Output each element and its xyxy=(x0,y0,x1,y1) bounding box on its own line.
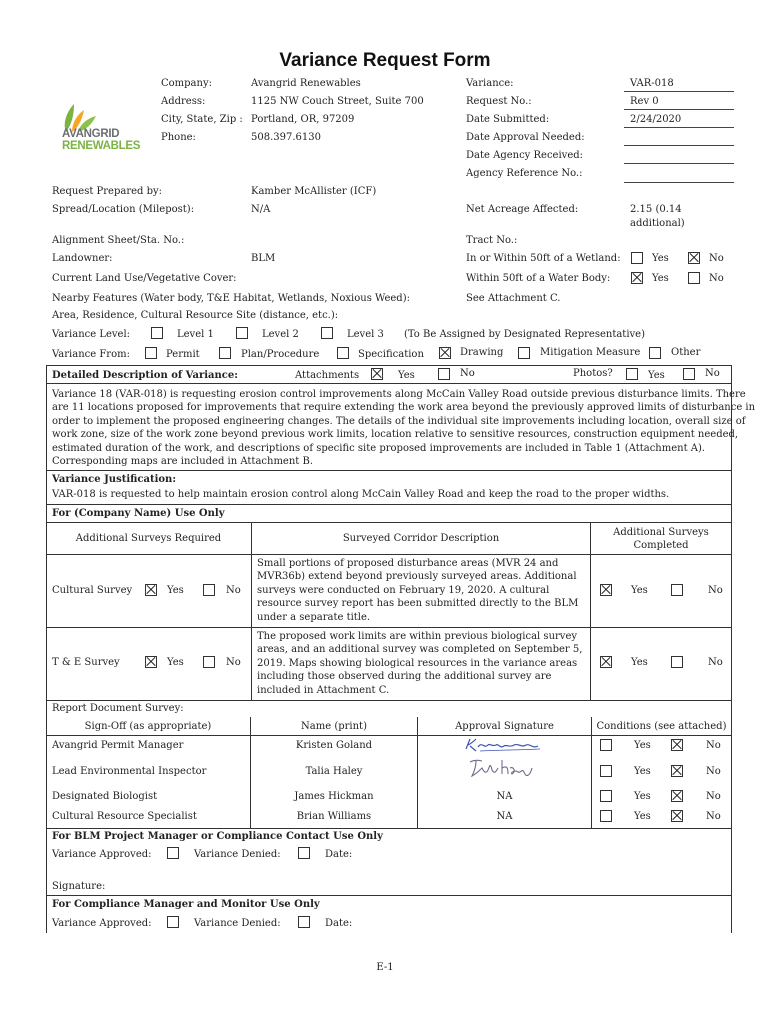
company-logo xyxy=(58,100,153,160)
photos-no-label: No xyxy=(705,368,720,379)
specification-checkbox[interactable] xyxy=(337,347,349,359)
frame-left xyxy=(46,365,47,933)
cond-no-label-3: No xyxy=(706,791,721,802)
agency-ref-label: Agency Reference No.: xyxy=(466,168,583,179)
wetland-label: In or Within 50ft of a Wetland: xyxy=(466,253,621,264)
compliance-denied-checkbox[interactable] xyxy=(298,916,310,928)
te-yes-checkbox[interactable] xyxy=(145,656,157,668)
attachments-no-checkbox[interactable] xyxy=(438,368,450,380)
signoff-name-2[interactable]: Talia Haley xyxy=(305,766,363,777)
compliance-denied-label: Variance Denied: xyxy=(194,918,281,929)
nearby-label: Nearby Features (Water body, T&E Habitat, Wetlands, Noxious Weed): xyxy=(52,293,410,304)
prepared-by-value[interactable]: Kamber McAllister (ICF) xyxy=(251,186,377,197)
landowner-label: Landowner: xyxy=(52,253,113,264)
cond-no-label-2: No xyxy=(706,766,721,777)
cond-no-checkbox-2[interactable] xyxy=(671,765,683,777)
water-label: Within 50ft of a Water Body: xyxy=(466,273,611,284)
cond-yes-checkbox-4[interactable] xyxy=(600,810,612,822)
net-acreage-label: Net Acreage Affected: xyxy=(466,204,579,215)
cond-yes-label-4: Yes xyxy=(634,811,651,822)
justification-heading: Variance Justification: xyxy=(52,474,177,485)
cond-no-label-1: No xyxy=(706,740,721,751)
wetland-yes-checkbox[interactable] xyxy=(631,252,643,264)
signoff-sig-4[interactable]: NA xyxy=(496,811,513,822)
te-survey-label: T & E Survey xyxy=(52,657,120,668)
cond-yes-label-2: Yes xyxy=(634,766,651,777)
te-no-checkbox[interactable] xyxy=(203,656,215,668)
col-signature: Approval Signature xyxy=(455,720,554,732)
compliance-date-label: Date: xyxy=(325,918,353,929)
date-submitted-label: Date Submitted: xyxy=(466,114,550,125)
plan-label: Plan/Procedure xyxy=(241,349,320,360)
te-no-label: No xyxy=(226,657,241,668)
net-acreage-value-2: additional) xyxy=(630,218,685,229)
city-value: Portland, OR, 97209 xyxy=(251,114,355,125)
request-no-value[interactable]: Rev 0 xyxy=(630,96,659,107)
blm-approved-checkbox[interactable] xyxy=(167,847,179,859)
water-yes-label: Yes xyxy=(652,273,669,284)
area-label: Area, Residence, Cultural Resource Site (distance, etc.): xyxy=(52,310,339,321)
signoff-name-3[interactable]: James Hickman xyxy=(294,791,374,802)
date-approval-field[interactable] xyxy=(624,145,734,146)
signoff-sig-3[interactable]: NA xyxy=(496,791,513,802)
signoff-name-4[interactable]: Brian Williams xyxy=(296,811,372,822)
agency-ref-field[interactable] xyxy=(624,182,734,183)
wetland-no-label: No xyxy=(709,253,724,264)
cond-no-checkbox-1[interactable] xyxy=(671,739,683,751)
landowner-value[interactable]: BLM xyxy=(251,253,276,264)
cultural-completed-no-label: No xyxy=(708,585,723,596)
cultural-survey-label: Cultural Survey xyxy=(52,585,133,596)
logo-text-1: AVANGRID xyxy=(62,128,120,140)
signature-haley xyxy=(468,756,538,782)
cultural-completed-yes-label: Yes xyxy=(631,585,648,596)
te-yes-label: Yes xyxy=(167,657,184,668)
attachments-yes-checkbox[interactable] xyxy=(371,368,383,380)
te-completed-yes-label: Yes xyxy=(631,657,648,668)
phone-value: 508.397.6130 xyxy=(251,132,321,143)
signoff-role-2: Lead Environmental Inspector xyxy=(52,766,207,777)
company-use-heading: For (Company Name) Use Only xyxy=(52,508,225,519)
cultural-yes-checkbox[interactable] xyxy=(145,584,157,596)
page-number: E-1 xyxy=(376,962,394,973)
date-approval-label: Date Approval Needed: xyxy=(466,132,585,143)
permit-label: Permit xyxy=(166,349,200,360)
tract-label: Tract No.: xyxy=(466,235,518,246)
cond-no-checkbox-3[interactable] xyxy=(671,790,683,802)
cond-no-label-4: No xyxy=(706,811,721,822)
date-submitted-value[interactable]: 2/24/2020 xyxy=(630,114,682,125)
nearby-value[interactable]: See Attachment C. xyxy=(466,293,561,304)
level3-checkbox[interactable] xyxy=(321,327,333,339)
te-completed-no-checkbox[interactable] xyxy=(671,656,683,668)
request-no-label: Request No.: xyxy=(466,96,532,107)
level2-label: Level 2 xyxy=(262,329,299,340)
cond-yes-checkbox-2[interactable] xyxy=(600,765,612,777)
company-label: Company: xyxy=(161,78,212,89)
wetland-yes-label: Yes xyxy=(652,253,669,264)
signoff-role-3: Designated Biologist xyxy=(52,791,158,802)
te-description[interactable]: The proposed work limits are within previous biological survey areas, and an additional survey was completed on September 5, 2019. Maps showing biological resources in the variance areas including those observed during the additional survey are included in Attachment C. xyxy=(257,631,583,696)
plan-checkbox[interactable] xyxy=(219,347,231,359)
photos-yes-checkbox[interactable] xyxy=(626,368,638,380)
description-text[interactable]: Variance 18 (VAR-018) is requesting erosion control improvements along McCain Valley Road outside previous disturbance limits. There are 11 locations proposed for improvements that require extending the work area beyond the previously approved limits of disturbance in order to implement the proposed engineering changes. The details of the individual site improvements including location, overall size of work zone, size of the work zone beyond previous work limits, location relative to sensitive resources, construction equipment needed, estimated duration of the work, and descriptions of specific site proposed improvements are included in Table 1 (Attachment A). Corresponding maps are included in Attachment B. xyxy=(52,389,756,468)
cultural-description[interactable]: Small portions of proposed disturbance areas (MVR 24 and MVR36b) extend beyond previously surveyed areas. Additional surveys were conducted on February 19, 2020. A cultural resource survey report has been submitted directly to the BLM under a separate title. xyxy=(257,558,579,623)
cultural-completed-no-checkbox[interactable] xyxy=(671,584,683,596)
report-label: Report Document Survey: xyxy=(52,703,184,714)
address-value: 1125 NW Couch Street, Suite 700 xyxy=(251,96,424,107)
land-use-label: Current Land Use/Vegetative Cover: xyxy=(52,273,237,284)
city-label: City, State, Zip : xyxy=(161,114,243,125)
cultural-no-label: No xyxy=(226,585,241,596)
date-agency-field[interactable] xyxy=(624,163,734,164)
date-agency-label: Date Agency Received: xyxy=(466,150,584,161)
alignment-label: Alignment Sheet/Sta. No.: xyxy=(52,235,185,246)
spread-label: Spread/Location (Milepost): xyxy=(52,204,195,215)
permit-checkbox[interactable] xyxy=(145,347,157,359)
variance-label: Variance: xyxy=(466,78,514,89)
level1-checkbox[interactable] xyxy=(151,327,163,339)
justification-text[interactable]: VAR-018 is requested to help maintain erosion control along McCain Valley Road and keep the road to the proper widths. xyxy=(52,489,670,500)
col-corridor-description: Surveyed Corridor Description xyxy=(342,533,500,544)
address-label: Address: xyxy=(161,96,206,107)
compliance-approved-label: Variance Approved: xyxy=(52,918,152,929)
cond-no-checkbox-4[interactable] xyxy=(671,810,683,822)
from-label: Variance From: xyxy=(52,349,130,360)
water-no-label: No xyxy=(709,273,724,284)
variance-value[interactable]: VAR-018 xyxy=(630,78,674,89)
mitigation-checkbox[interactable] xyxy=(518,347,530,359)
mitigation-label: Mitigation Measure xyxy=(540,347,641,358)
photos-no-checkbox[interactable] xyxy=(683,368,695,380)
attachments-yes-label: Yes xyxy=(398,370,415,381)
cond-yes-checkbox-1[interactable] xyxy=(600,739,612,751)
level2-checkbox[interactable] xyxy=(236,327,248,339)
cond-yes-checkbox-3[interactable] xyxy=(600,790,612,802)
col-surveys-completed: Additional Surveys Completed xyxy=(613,526,709,551)
attachments-no-label: No xyxy=(460,368,475,379)
attachments-label: Attachments xyxy=(295,370,360,381)
signature-goland xyxy=(460,735,545,755)
photos-label: Photos? xyxy=(573,368,613,379)
photos-yes-label: Yes xyxy=(648,370,665,381)
other-checkbox[interactable] xyxy=(649,347,661,359)
description-heading: Detailed Description of Variance: xyxy=(52,370,238,381)
cultural-no-checkbox[interactable] xyxy=(203,584,215,596)
level1-label: Level 1 xyxy=(177,329,214,340)
prepared-by-label: Request Prepared by: xyxy=(52,186,163,197)
signoff-role-4: Cultural Resource Specialist xyxy=(52,811,197,822)
level-note: (To Be Assigned by Designated Representative) xyxy=(404,329,645,340)
col-surveys-required: Additional Surveys Required xyxy=(75,533,222,544)
spread-value[interactable]: N/A xyxy=(251,204,271,215)
page-title: Variance Request Form xyxy=(279,50,491,71)
water-no-checkbox[interactable] xyxy=(688,272,700,284)
te-completed-no-label: No xyxy=(708,657,723,668)
level-label: Variance Level: xyxy=(52,329,131,340)
level3-label: Level 3 xyxy=(347,329,384,340)
blm-date-label: Date: xyxy=(325,849,353,860)
specification-label: Specification xyxy=(358,349,424,360)
blm-denied-label: Variance Denied: xyxy=(194,849,281,860)
compliance-heading: For Compliance Manager and Monitor Use Only xyxy=(52,899,320,910)
other-label: Other xyxy=(671,347,701,358)
blm-heading: For BLM Project Manager or Compliance Contact Use Only xyxy=(52,831,383,842)
compliance-approved-checkbox[interactable] xyxy=(167,916,179,928)
cultural-yes-label: Yes xyxy=(167,585,184,596)
water-yes-checkbox[interactable] xyxy=(631,272,643,284)
net-acreage-value-1[interactable]: 2.15 (0.14 xyxy=(630,204,682,215)
signoff-name-1[interactable]: Kristen Goland xyxy=(295,740,373,751)
drawing-label: Drawing xyxy=(460,347,504,358)
company-value: Avangrid Renewables xyxy=(251,78,361,89)
col-signoff: Sign-Off (as appropriate) xyxy=(84,720,212,732)
cond-yes-label-1: Yes xyxy=(634,740,651,751)
logo-text-2: RENEWABLES xyxy=(62,140,141,152)
col-conditions: Conditions (see attached) xyxy=(596,720,727,732)
blm-denied-checkbox[interactable] xyxy=(298,847,310,859)
te-completed-yes-checkbox[interactable] xyxy=(600,656,612,668)
col-name: Name (print) xyxy=(301,720,367,732)
blm-approved-label: Variance Approved: xyxy=(52,849,152,860)
signoff-role-1: Avangrid Permit Manager xyxy=(52,740,184,751)
cultural-completed-yes-checkbox[interactable] xyxy=(600,584,612,596)
phone-label: Phone: xyxy=(161,132,196,143)
blm-signature-label: Signature: xyxy=(52,881,106,892)
drawing-checkbox[interactable] xyxy=(439,347,451,359)
wetland-no-checkbox[interactable] xyxy=(688,252,700,264)
cond-yes-label-3: Yes xyxy=(634,791,651,802)
